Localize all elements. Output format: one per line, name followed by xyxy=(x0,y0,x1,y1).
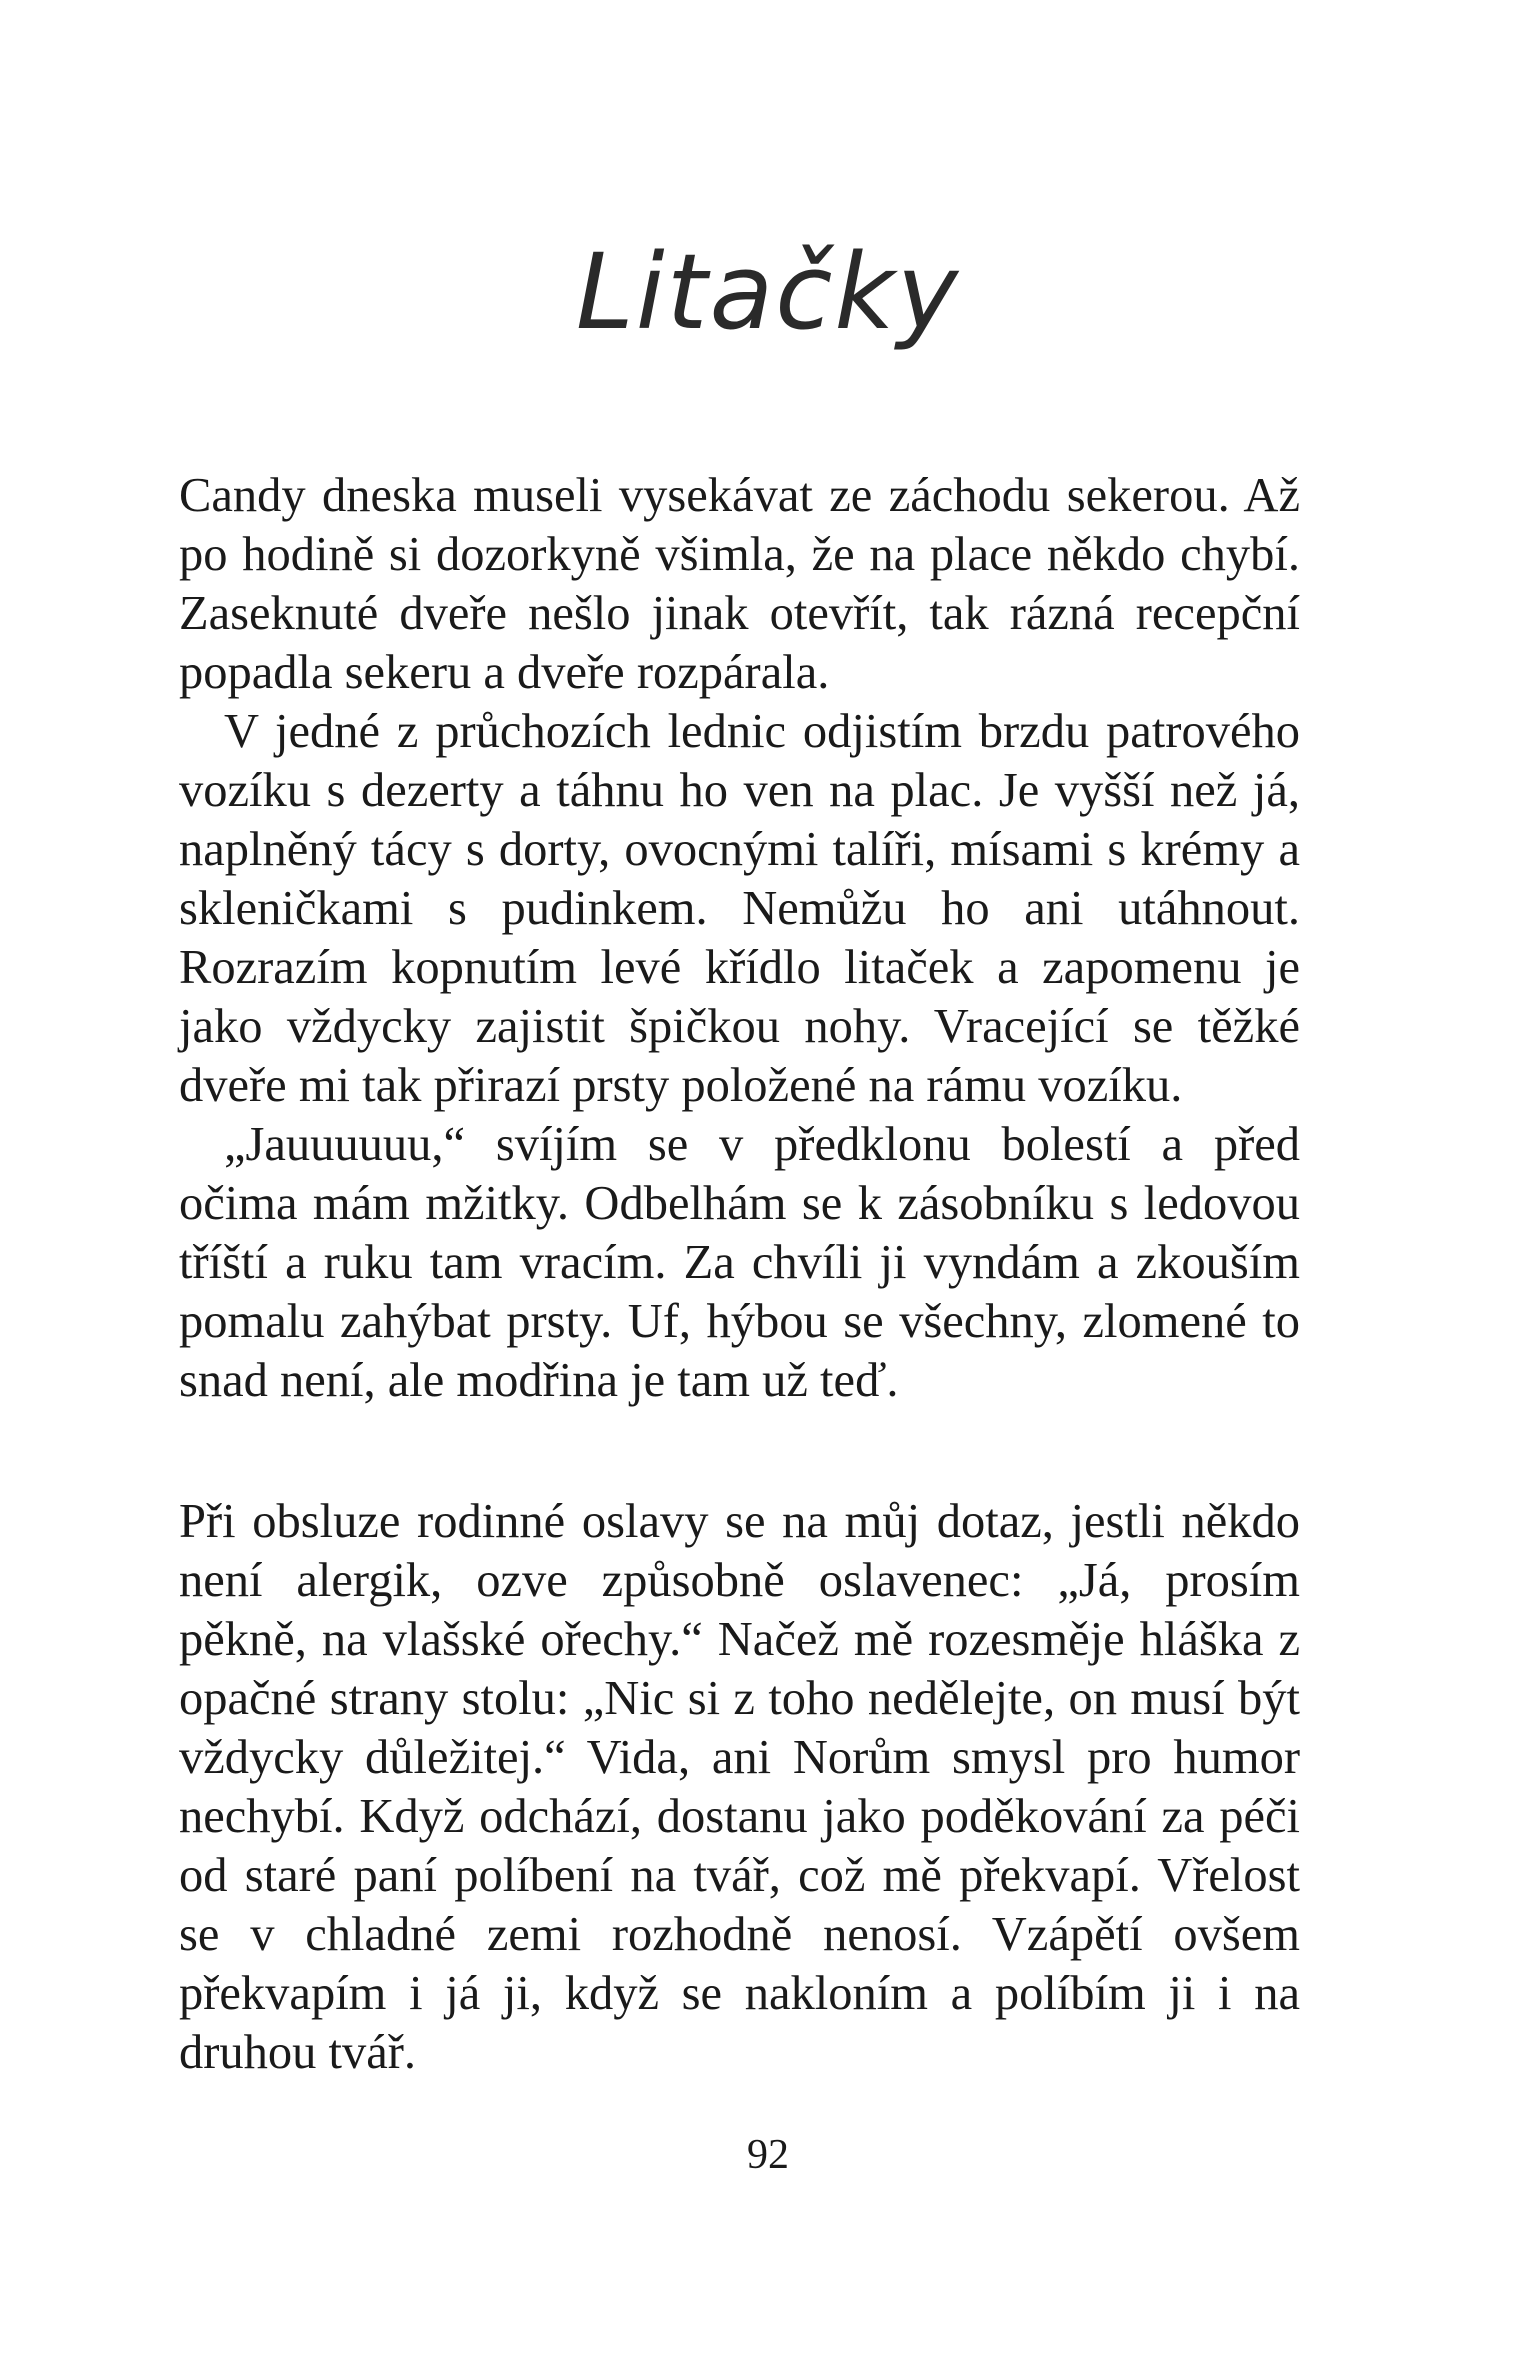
chapter-title: Litačky xyxy=(575,231,961,353)
paragraph: Candy dneska museli vysekávat ze záchodu sekerou. Až po hodině si dozorkyně všimla, že na place někdo chybí. Zaseknuté dveře nešlo jinak otevřít, tak rázná recepční popadla sekeru a dveře rozpárala. xyxy=(179,469,1300,699)
paragraph: „Jauuuuuu,“ svíjím se v předklonu bolestí a před očima mám mžitky. Odbelhám se k zásobníku s ledovou tříští a ruku tam vracím. Za chvíli ji vyndám a zkouším pomalu zahýbat prsty. Uf, hýbou se všechny, zlomené to snad není, ale modřina je tam už teď. xyxy=(179,1118,1300,1407)
text-block-2 xyxy=(179,1492,1300,2082)
text-block-1 xyxy=(179,466,1300,1410)
paragraph: Při obsluze rodinné oslavy se na můj dotaz, jestli někdo není alergik, ozve způsobně oslavenec: „Já, prosím pěkně, na vlašské ořechy.“ Načež mě rozesměje hláška z opačné strany stolu: „Nic si z toho nedělejte, on musí být vždycky důležitej.“ Vida, ani Norům smysl pro humor nechybí. Když odchází, dostanu jako poděkování za péči od staré paní políbení na tvář, což mě překvapí. Vřelost se v chladné zemi rozhodně nenosí. Vzápětí ovšem překvapím i já ji, když se nakloním a políbím ji i na druhou tvář. xyxy=(179,1495,1300,2079)
page-number: 92 xyxy=(747,2132,789,2178)
paragraph: V jedné z průchozích lednic odjistím brzdu patrového vozíku s dezerty a táhnu ho ven na plac. Je vyšší než já, naplněný tácy s dorty, ovocnými talíři, mísami s krémy a skleničkami s pudinkem. Nemůžu ho ani utáhnout. Rozrazím kopnutím levé křídlo litaček a zapomenu je jako vždycky zajistit špičkou nohy. Vracející se těžké dveře mi tak přirazí prsty položené na rámu vozíku. xyxy=(179,705,1300,1112)
